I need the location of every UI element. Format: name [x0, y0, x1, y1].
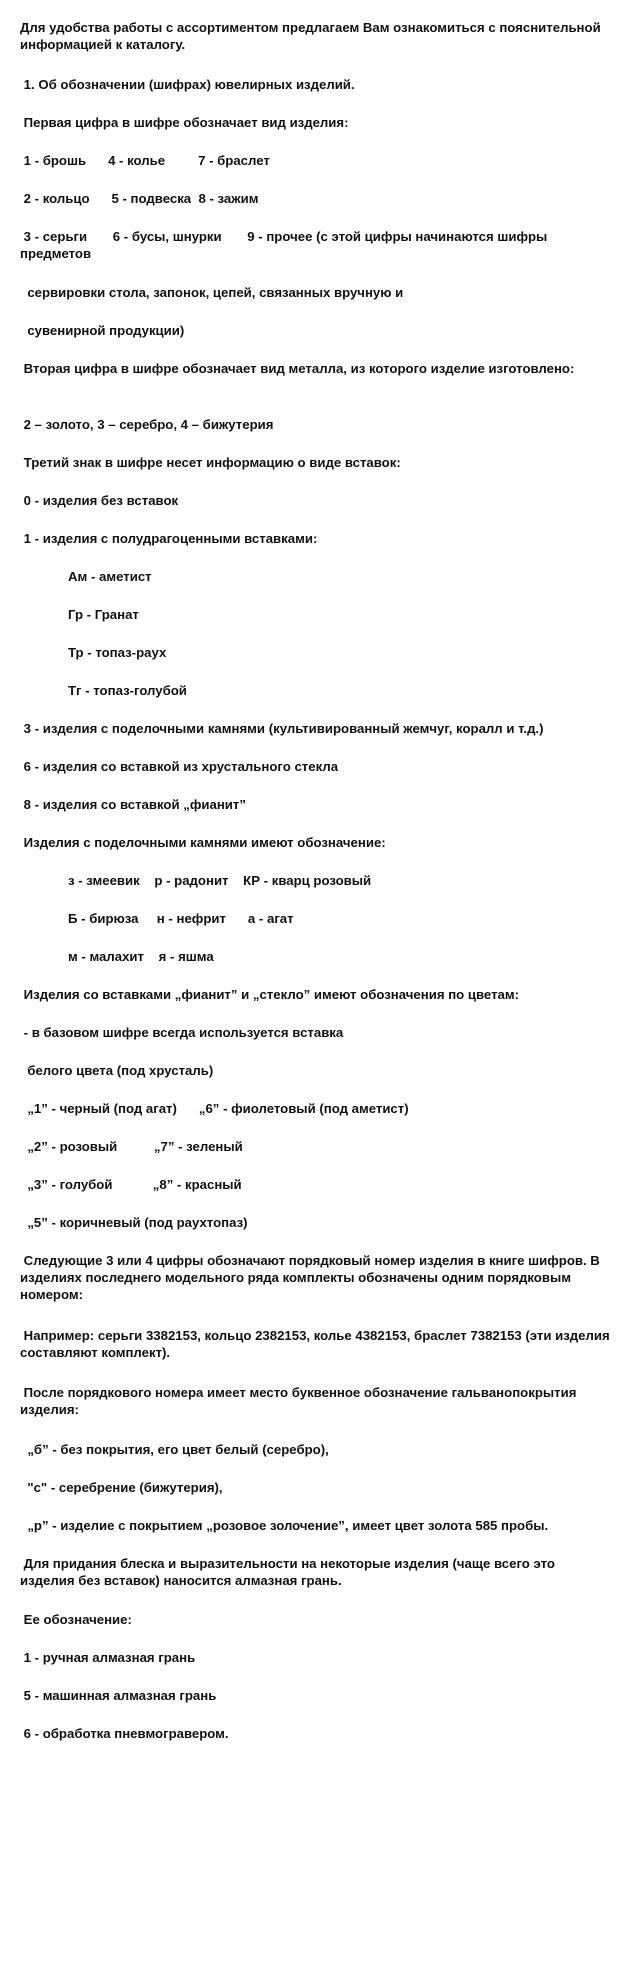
first-digit-intro: Первая цифра в шифре обозначает вид изделия: — [20, 115, 349, 130]
ornamental-stones-row-2: Б - бирюза н - нефрит а - агат — [68, 911, 294, 926]
color-codes-row-3: „3” - голубой „8” - красный — [20, 1177, 242, 1192]
galvanic-code-b: „б” - без покрытия, его цвет белый (серебро), — [20, 1442, 329, 1457]
item-types-row-3-cont-1: сервировки стола, запонок, цепей, связанных вручную и — [20, 285, 404, 300]
item-types-row-3-cont-2: сувенирной продукции) — [20, 323, 185, 338]
insert-code-6: 6 - изделия со вставкой из хрустального стекла — [20, 759, 339, 774]
diamond-code-1: 1 - ручная алмазная грань — [20, 1650, 196, 1665]
insert-code-3: 3 - изделия с поделочными камнями (культивированный жемчуг, коралл и т.д.) — [20, 721, 544, 736]
insert-code-0: 0 - изделия без вставок — [20, 493, 179, 508]
diamond-facet-intro: Для придания блеска и выразительности на некоторые изделия (чаще всего это изделия без вставок) наносится алмазная грань. — [20, 1556, 559, 1588]
stone-amethyst: Ам - аметист — [68, 569, 152, 584]
diamond-code-6: 6 - обработка пневмогравером. — [20, 1726, 229, 1741]
example-paragraph: Например: серьги 3382153, кольцо 2382153, колье 4382153, браслет 7382153 (эти изделия составляют комплект). — [20, 1328, 614, 1360]
third-sign-intro: Третий знак в шифре несет информацию о виде вставок: — [20, 455, 401, 470]
serial-number-paragraph: Следующие 3 или 4 цифры обозначают порядковый номер изделия в книге шифров. В изделиях последнего модельного ряда комплекты обозначены одним порядковым номером: — [20, 1253, 604, 1302]
ornamental-stones-row-1: з - змеевик р - радонит КР - кварц розовый — [68, 873, 372, 888]
intro-paragraph: Для удобства работы с ассортиментом предлагаем Вам ознакомиться с пояснительной информацией к каталогу. — [20, 20, 605, 52]
ornamental-stones-row-3: м - малахит я - яшма — [68, 949, 214, 964]
color-codes-row-2: „2” - розовый „7” - зеленый — [20, 1139, 243, 1154]
item-types-row-2: 2 - кольцо 5 - подвеска 8 - зажим — [20, 191, 259, 206]
diamond-facet-label: Ее обозначение: — [20, 1612, 132, 1627]
diamond-code-5: 5 - машинная алмазная грань — [20, 1688, 217, 1703]
color-base-note: - в базовом шифре всегда используется вставка — [20, 1025, 344, 1040]
item-types-row-3: 3 - серьги 6 - бусы, шнурки 9 - прочее (с этой цифры начинаются шифры предметов — [20, 229, 551, 261]
color-codes-row-1: „1” - черный (под агат) „6” - фиолетовый (под аметист) — [20, 1101, 409, 1116]
color-codes-row-4: „5” - коричневый (под раухтопаз) — [20, 1215, 248, 1230]
stone-garnet: Гр - Гранат — [68, 607, 139, 622]
galvanic-code-r: „р” - изделие с покрытием „розовое золочение”, имеет цвет золота 585 пробы. — [20, 1518, 549, 1533]
galvanic-coating-intro: После порядкового номера имеет место буквенное обозначение гальванопокрытия изделия: — [20, 1385, 581, 1417]
stone-smoky-topaz: Тр - топаз-раух — [68, 645, 167, 660]
stone-blue-topaz: Тг - топаз-голубой — [68, 683, 187, 698]
second-digit-intro: Вторая цифра в шифре обозначает вид металла, из которого изделие изготовлено: — [20, 361, 575, 376]
color-base-note-cont: белого цвета (под хрусталь) — [20, 1063, 214, 1078]
insert-code-8: 8 - изделия со вставкой „фианит” — [20, 797, 246, 812]
item-types-row-1: 1 - брошь 4 - колье 7 - браслет — [20, 153, 270, 168]
metal-codes: 2 – золото, 3 – серебро, 4 – бижутерия — [20, 417, 274, 432]
ornamental-stones-intro: Изделия с поделочными камнями имеют обозначение: — [20, 835, 386, 850]
galvanic-code-s: "с" - серебрение (бижутерия), — [20, 1480, 223, 1495]
color-codes-intro: Изделия со вставками „фианит” и „стекло” имеют обозначения по цветам: — [20, 987, 520, 1002]
section-1-title: 1. Об обозначении (шифрах) ювелирных изделий. — [20, 77, 355, 92]
insert-code-1: 1 - изделия с полудрагоценными вставками: — [20, 531, 318, 546]
